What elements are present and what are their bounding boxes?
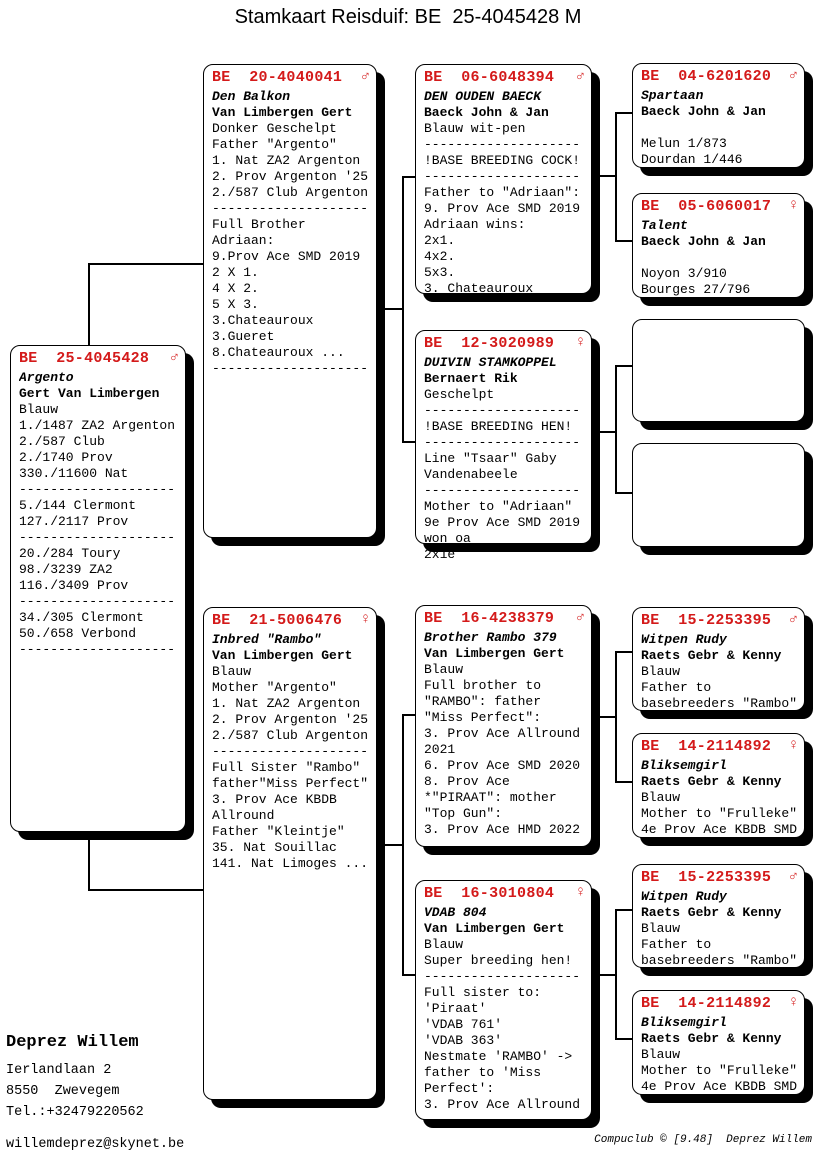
card-line: 2x1e	[424, 547, 456, 562]
connector-line	[402, 714, 404, 976]
owner-name: Deprez Willem	[6, 1033, 139, 1052]
card-line: 4x2.	[424, 249, 456, 264]
ring-number: BE 16-4238379	[424, 610, 555, 627]
card-line: Bernaert Rik	[424, 371, 518, 386]
connector-line	[615, 651, 617, 783]
card-text	[641, 1015, 800, 1095]
male-icon: ♂	[788, 868, 798, 885]
card-line: 'VDAB 363'	[424, 1033, 503, 1048]
card-line: 3. Prov Ace HMD 2022	[424, 822, 581, 837]
card-line: --------------------	[424, 403, 581, 418]
pedigree-card-ggparent-3-empty	[632, 319, 805, 422]
card-line: --------------------	[19, 530, 176, 545]
connector-line	[615, 365, 632, 367]
card-line: 1. Nat ZA2 Argenton	[212, 153, 361, 168]
card-line: --------------------	[212, 201, 369, 216]
card-text	[641, 218, 800, 298]
card-text	[424, 355, 587, 563]
card-text	[212, 89, 372, 377]
ring-number: BE 16-3010804	[424, 885, 555, 902]
card-header	[19, 350, 181, 370]
card-line: Melun 1/873	[641, 136, 727, 151]
card-line: Talent	[641, 218, 688, 233]
card-line: Father "Argento"	[212, 137, 337, 152]
card-line: Van Limbergen Gert	[212, 105, 353, 120]
card-line: --------------------	[424, 483, 581, 498]
card-line: Baeck John & Jan	[641, 234, 766, 249]
card-line: 'VDAB 761'	[424, 1017, 503, 1032]
connector-line	[615, 112, 617, 242]
owner-address-line: 8550 Zwevegem	[6, 1084, 120, 1099]
page-title: Stamkaart Reisduif: BE 25-4045428 M	[234, 6, 582, 28]
card-line: Mother to "Frulleke"	[641, 1063, 798, 1078]
male-icon: ♂	[788, 67, 798, 84]
ring-number: BE 04-6201620	[641, 68, 772, 85]
card-text	[641, 632, 800, 712]
card-line: 3.Gueret	[212, 329, 275, 344]
card-line	[641, 250, 800, 266]
card-line: Witpen Rudy	[641, 889, 727, 904]
card-text	[641, 758, 800, 838]
card-line: Geschelpt	[424, 387, 495, 402]
card-line: 2. Prov Argenton '25	[212, 169, 369, 184]
ring-number: BE 20-4040041	[212, 69, 343, 86]
card-line: Perfect':	[424, 1081, 495, 1096]
male-icon: ♂	[360, 68, 370, 85]
ring-number: BE 12-3020989	[424, 335, 555, 352]
card-line: 35. Nat Souillac	[212, 840, 337, 855]
connector-line	[592, 431, 617, 433]
card-line: --------------------	[19, 642, 176, 657]
card-line: 98./3239 ZA2	[19, 562, 113, 577]
card-line: DUIVIN STAMKOPPEL	[424, 355, 557, 370]
card-line: Mother "Argento"	[212, 680, 337, 695]
owner-email: willemdeprez@skynet.be	[6, 1137, 185, 1152]
card-line: Line "Tsaar" Gaby	[424, 451, 557, 466]
card-line: Full brother to	[424, 678, 542, 693]
card-line: Mother to "Adriaan"	[424, 499, 573, 514]
connector-line	[402, 176, 415, 178]
card-line: 3. Prov Ace Allround	[424, 726, 581, 741]
pedigree-card-grandfather-paternal	[415, 64, 592, 294]
connector-line	[88, 263, 90, 345]
connector-line	[377, 844, 403, 846]
pedigree-card-ggparent-5	[632, 607, 805, 711]
card-line: Full Brother	[212, 217, 306, 232]
female-icon: ♀	[360, 611, 370, 628]
card-line: basebreeders "Rambo"	[641, 953, 798, 968]
card-header	[641, 612, 800, 632]
ring-number: BE 25-4045428	[19, 350, 150, 367]
card-line: DEN OUDEN BAECK	[424, 89, 542, 104]
card-line: Father to	[641, 680, 712, 695]
card-line: 4e Prov Ace KBDB SMD	[641, 1079, 798, 1094]
card-line: Blauw	[641, 790, 681, 805]
connector-line	[592, 716, 617, 718]
ring-number: BE 15-2253395	[641, 869, 772, 886]
pedigree-card-ggparent-2	[632, 193, 805, 298]
connector-line	[615, 112, 632, 114]
male-icon: ♂	[788, 611, 798, 628]
owner-address-line: Tel.:+32479220562	[6, 1105, 144, 1120]
card-line: Baeck John & Jan	[424, 105, 549, 120]
card-line: Van Limbergen Gert	[424, 921, 565, 936]
card-line: Raets Gebr & Kenny	[641, 1031, 782, 1046]
card-line: 3. Prov Ace KBDB	[212, 792, 337, 807]
card-line: "Top Gun":	[424, 806, 503, 821]
card-line	[641, 120, 800, 136]
pedigree-card-subject	[10, 345, 186, 832]
card-line: 5x3.	[424, 265, 456, 280]
pedigree-card-father	[203, 64, 377, 538]
card-line: Baeck John & Jan	[641, 104, 766, 119]
card-line: Witpen Rudy	[641, 632, 727, 647]
card-line: Adriaan wins:	[424, 217, 526, 232]
card-line: 2. Prov Argenton '25	[212, 712, 369, 727]
pedigree-card-ggparent-1	[632, 63, 805, 168]
card-line: 127./2117 Prov	[19, 514, 129, 529]
pedigree-card-grandmother-paternal	[415, 330, 592, 562]
card-line: 141. Nat Limoges ...	[212, 856, 369, 871]
card-line: Adriaan:	[212, 233, 275, 248]
card-header	[424, 885, 587, 905]
card-line: 4 X 2.	[212, 281, 259, 296]
card-line: 'Piraat'	[424, 1001, 487, 1016]
card-line: *"PIRAAT": mother	[424, 790, 557, 805]
card-line: Den Balkon	[212, 89, 291, 104]
female-icon: ♀	[575, 334, 585, 351]
pedigree-card-ggparent-8	[632, 990, 805, 1095]
card-text	[641, 889, 800, 969]
card-header	[424, 610, 587, 630]
connector-line	[402, 176, 404, 443]
card-line: 116./3409 Prov	[19, 578, 129, 593]
card-line: 2x1.	[424, 233, 456, 248]
card-line: --------------------	[19, 594, 176, 609]
card-line: Full sister to:	[424, 985, 542, 1000]
connector-line	[402, 441, 415, 443]
card-header	[212, 612, 372, 632]
connector-line	[615, 909, 632, 911]
connector-line	[615, 651, 632, 653]
card-line: 2./587 Club Argenton	[212, 728, 369, 743]
card-line: Vandenabeele	[424, 467, 518, 482]
connector-line	[592, 974, 617, 976]
card-line: Blauw	[19, 402, 59, 417]
card-line: 8. Prov Ace	[424, 774, 510, 789]
card-line: Donker Geschelpt	[212, 121, 337, 136]
card-text	[641, 88, 800, 168]
card-line: Blauw wit-pen	[424, 121, 526, 136]
connector-line	[615, 492, 632, 494]
card-line: Blauw	[424, 662, 464, 677]
card-line: basebreeders "Rambo"	[641, 696, 798, 711]
card-line: "Miss Perfect":	[424, 710, 542, 725]
card-line: --------------------	[424, 137, 581, 152]
card-line: Super breeding hen!	[424, 953, 573, 968]
card-text	[212, 632, 372, 872]
card-line: 5 X 3.	[212, 297, 259, 312]
card-line: !BASE BREEDING COCK!	[424, 153, 581, 168]
female-icon: ♀	[788, 737, 798, 754]
card-line: 2021	[424, 742, 456, 757]
card-line: won oa	[424, 531, 471, 546]
card-line: 1. Nat ZA2 Argenton	[212, 696, 361, 711]
card-line: 9.Prov Ace SMD 2019	[212, 249, 361, 264]
card-line: Father to	[641, 937, 712, 952]
card-text	[19, 370, 181, 658]
female-icon: ♀	[788, 197, 798, 214]
card-line: Dourdan 1/446	[641, 152, 743, 167]
card-line: father"Miss Perfect"	[212, 776, 369, 791]
card-line: Blauw	[641, 921, 681, 936]
ring-number: BE 05-6060017	[641, 198, 772, 215]
ring-number: BE 15-2253395	[641, 612, 772, 629]
card-line: Father "Kleintje"	[212, 824, 345, 839]
card-line: Van Limbergen Gert	[424, 646, 565, 661]
pedigree-card-ggparent-4-empty	[632, 443, 805, 547]
owner-address-line: Ierlandlaan 2	[6, 1063, 112, 1078]
connector-line	[615, 1038, 632, 1040]
card-text	[424, 630, 587, 838]
card-line: Father to "Adriaan":	[424, 185, 581, 200]
card-line: 5./144 Clermont	[19, 498, 137, 513]
card-line: Inbred "Rambo"	[212, 632, 322, 647]
pedigree-card-ggparent-6	[632, 733, 805, 838]
male-icon: ♂	[575, 609, 585, 626]
card-line: 8.Chateauroux ...	[212, 345, 345, 360]
card-line: Mother to "Frulleke"	[641, 806, 798, 821]
male-icon: ♂	[169, 349, 179, 366]
card-line: 3. Chateauroux	[424, 281, 534, 296]
card-line: Nestmate 'RAMBO' ->	[424, 1049, 573, 1064]
card-line: Blauw	[641, 664, 681, 679]
card-line: 34./305 Clermont	[19, 610, 144, 625]
card-line: --------------------	[424, 169, 581, 184]
card-line: 2./1740 Prov	[19, 450, 113, 465]
card-line: Raets Gebr & Kenny	[641, 648, 782, 663]
card-header	[641, 738, 800, 758]
card-line: 20./284 Toury	[19, 546, 121, 561]
card-line: Allround	[212, 808, 275, 823]
card-line: 9. Prov Ace SMD 2019	[424, 201, 581, 216]
card-line: 330./11600 Nat	[19, 466, 129, 481]
pedigree-card-ggparent-7	[632, 864, 805, 968]
card-line: 2./587 Club Argenton	[212, 185, 369, 200]
card-line: Blauw	[424, 937, 464, 952]
pedigree-card-mother	[203, 607, 377, 1100]
connector-line	[592, 175, 617, 177]
card-line: Van Limbergen Gert	[212, 648, 353, 663]
card-line: !BASE BREEDING HEN!	[424, 419, 573, 434]
card-line: Bliksemgirl	[641, 1015, 727, 1030]
card-line: --------------------	[212, 361, 369, 376]
card-line: --------------------	[212, 744, 369, 759]
card-line: 1./1487 ZA2 Argenton	[19, 418, 176, 433]
card-line: Raets Gebr & Kenny	[641, 774, 782, 789]
card-line: Argento	[19, 370, 74, 385]
software-credit: Compuclub © [9.48] Deprez Willem	[594, 1134, 812, 1146]
card-header	[641, 198, 800, 218]
card-line: father to 'Miss	[424, 1065, 542, 1080]
male-icon: ♂	[575, 68, 585, 85]
connector-line	[88, 832, 90, 891]
card-header	[641, 995, 800, 1015]
card-line: 2./587 Club	[19, 434, 105, 449]
card-line: Blauw	[641, 1047, 681, 1062]
connector-line	[615, 240, 632, 242]
card-line: 9e Prov Ace SMD 2019	[424, 515, 581, 530]
card-line: 50./658 Verbond	[19, 626, 137, 641]
card-header	[641, 68, 800, 88]
card-line: 6. Prov Ace SMD 2020	[424, 758, 581, 773]
owner-block	[6, 1033, 184, 1152]
card-line: Blauw	[212, 664, 252, 679]
connector-line	[402, 714, 415, 716]
card-header	[424, 335, 587, 355]
card-line: Bliksemgirl	[641, 758, 727, 773]
card-header	[424, 69, 587, 89]
connector-line	[615, 781, 632, 783]
card-line: Bourges 27/796	[641, 282, 751, 297]
card-text	[424, 905, 587, 1113]
card-line: VDAB 804	[424, 905, 487, 920]
female-icon: ♀	[575, 884, 585, 901]
card-line: 4e Prov Ace KBDB SMD	[641, 822, 798, 837]
card-line: Full Sister "Rambo"	[212, 760, 361, 775]
card-header	[641, 869, 800, 889]
ring-number: BE 14-2114892	[641, 738, 772, 755]
card-text	[424, 89, 587, 297]
card-header	[212, 69, 372, 89]
female-icon: ♀	[788, 994, 798, 1011]
card-line: Noyon 3/910	[641, 266, 727, 281]
card-line: --------------------	[424, 435, 581, 450]
card-line: Brother Rambo 379	[424, 630, 557, 645]
connector-line	[88, 263, 203, 265]
card-line: 3.Chateauroux	[212, 313, 314, 328]
ring-number: BE 21-5006476	[212, 612, 343, 629]
card-line: Spartaan	[641, 88, 704, 103]
pedigree-card-grandfather-maternal	[415, 605, 592, 847]
card-line: "RAMBO": father	[424, 694, 542, 709]
card-line: --------------------	[424, 969, 581, 984]
card-line: Raets Gebr & Kenny	[641, 905, 782, 920]
ring-number: BE 14-2114892	[641, 995, 772, 1012]
connector-line	[615, 909, 617, 1040]
card-line: 3. Prov Ace Allround	[424, 1097, 581, 1112]
connector-line	[377, 308, 403, 310]
card-line: 2 X 1.	[212, 265, 259, 280]
connector-line	[88, 889, 203, 891]
connector-line	[615, 365, 617, 494]
card-line: --------------------	[19, 482, 176, 497]
pedigree-card-grandmother-maternal	[415, 880, 592, 1120]
card-line: Gert Van Limbergen	[19, 386, 160, 401]
ring-number: BE 06-6048394	[424, 69, 555, 86]
connector-line	[402, 974, 415, 976]
